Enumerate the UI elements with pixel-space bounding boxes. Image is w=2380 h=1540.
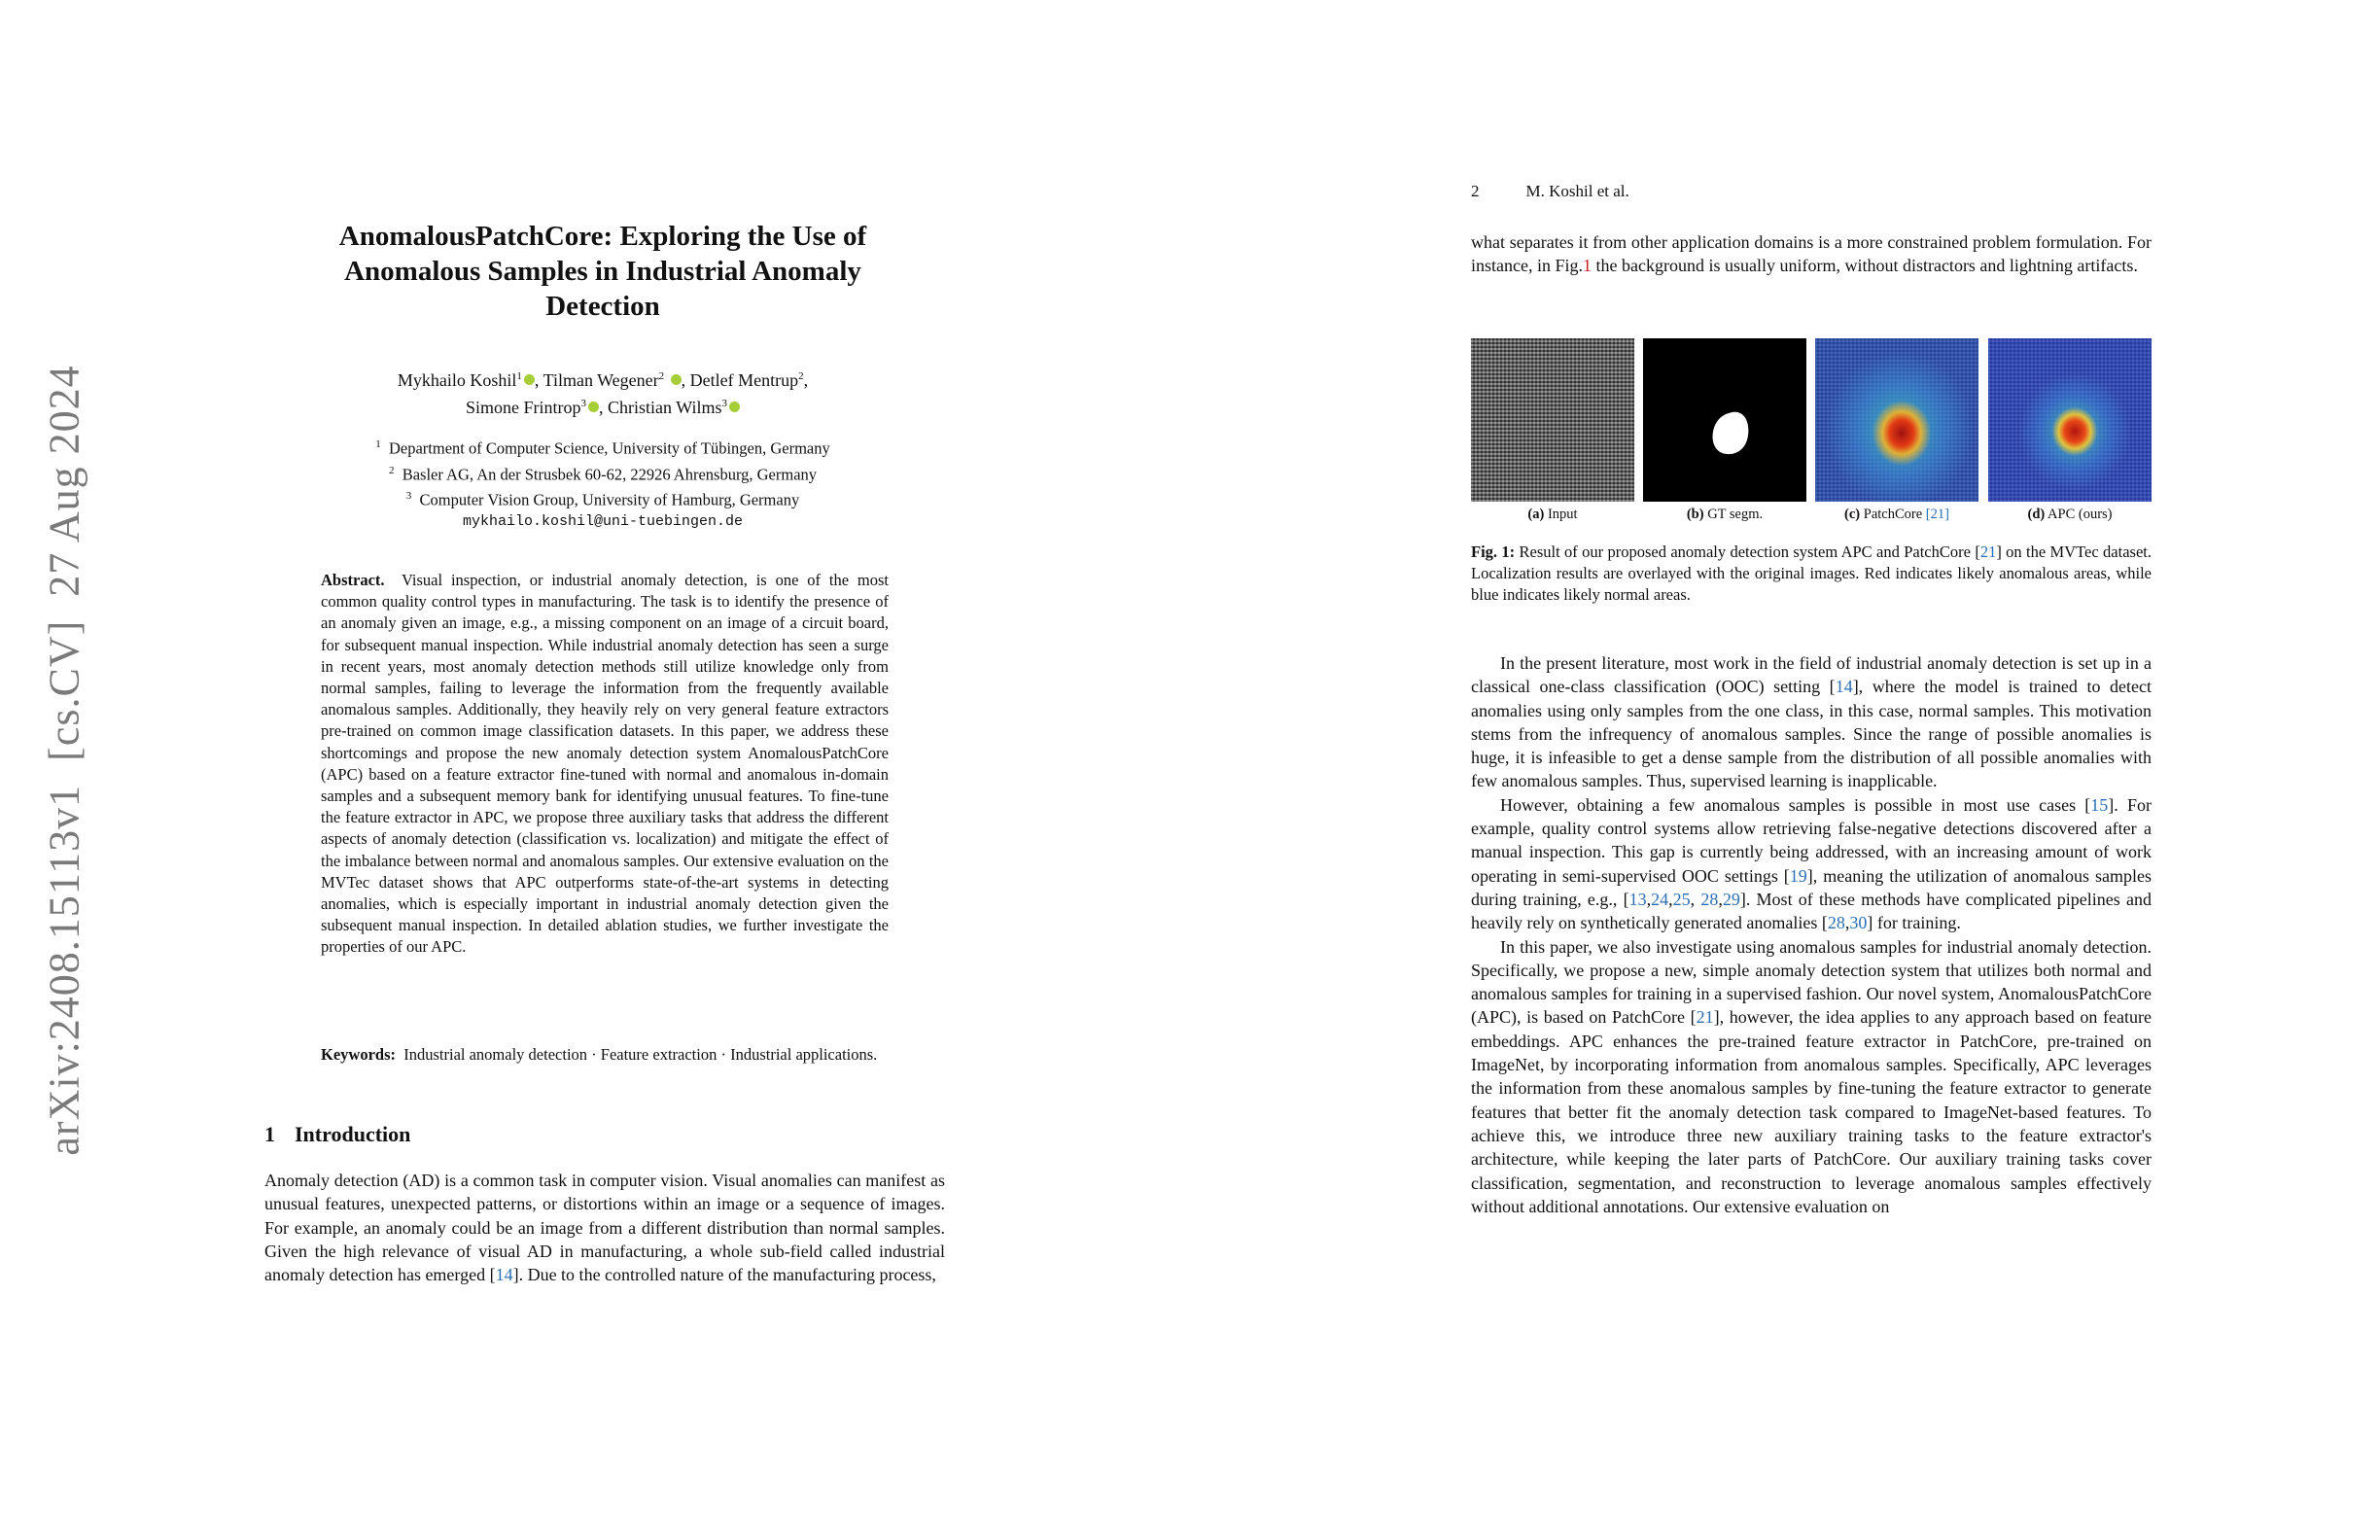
- paragraph-text: In the present literature, most work in the field of industrial anomaly detection is set up in a classical one-class classification (OOC) setting [: [1471, 653, 2152, 697]
- paragraph: However, obtaining a few anomalous samples is possible in most use cases [15]. For example, quality control systems allow retrieving false-negative detections discovered after a manual inspection. This gap is currently being addressed, with an increasing amount of work operating in semi-supervised OOC settings [19], meaning the utilization of anomalous samples during training, e.g., [13,24,25, 28,29]. Most of these methods have complicated pipelines and heavily rely on synthetically generated anomalies [28,30] for training.: [1471, 794, 2152, 933]
- paper-title: [292, 219, 914, 324]
- title-line: AnomalousPatchCore: Exploring the Use of: [338, 221, 867, 252]
- subfigure-caption: [1988, 507, 2152, 523]
- paragraph: [1471, 935, 2152, 1219]
- figure-ref-link[interactable]: 1: [1583, 256, 1592, 276]
- author-name: Christian Wilms: [608, 398, 722, 417]
- affiliation-text: Computer Vision Group, University of Hamburg, Germany: [419, 490, 800, 509]
- subfigure-text: PatchCore: [1863, 507, 1926, 522]
- author-line: [292, 365, 914, 392]
- affiliations: [292, 434, 914, 533]
- gt-mask-shape: [1643, 338, 1806, 502]
- paragraph-text: ]. For example, quality control systems allow retrieving false-negative detections discovered after a manual inspection. This gap is currently being addressed, with an increasing amount of work operating in semi-supervised OOC settings [: [1471, 794, 2152, 886]
- affiliation-text: Department of Computer Science, University of Tübingen, Germany: [388, 438, 830, 458]
- intro-paragraph: [264, 1169, 945, 1286]
- subfigure-caption: [1471, 507, 1634, 523]
- arxiv-category: [cs.CV]: [40, 619, 88, 761]
- orcid-icon[interactable]: [588, 402, 599, 412]
- citation-link[interactable]: 19: [1789, 865, 1807, 886]
- section-heading: [264, 1122, 410, 1147]
- author-sup: 2: [658, 370, 665, 382]
- citation-link[interactable]: 25: [1672, 889, 1691, 909]
- subfigure-caption: [1815, 507, 1978, 523]
- author-name: Tilman Wegener: [542, 370, 659, 390]
- caption-text: ] on the MVTec dataset. Localization results are overlayed with the original images. Red indicates likely anomalous areas, while blue indicates likely normal areas.: [1471, 542, 2152, 605]
- subfigure-text: Input: [1547, 507, 1578, 522]
- affiliation-text: Basler AG, An der Strusbek 60-62, 22926 Ahrensburg, Germany: [402, 465, 818, 483]
- keywords: [321, 1044, 889, 1066]
- orcid-icon[interactable]: [671, 374, 682, 385]
- paragraph-text: ]. Most of these methods have complicated pipelines and heavily rely on synthetically generated anomalies [: [1471, 889, 2152, 933]
- running-head-authors: M. Koshil et al.: [1525, 182, 1629, 200]
- caption-text: Result of our proposed anomaly detection system APC and PatchCore [: [1515, 542, 1980, 561]
- orcid-icon[interactable]: [729, 402, 740, 412]
- paragraph-text: ], however, the idea applies to any approach based on feature embeddings. APC enhances the pre-trained feature extractor in PatchCore, pre-trained on ImageNet, by incorporating information from anomalous samples. Specifically, APC leverages the information from these anomalous samples by fine-tuning the feature extractor to generate features that better fit the anomaly detection task compared to ImageNet-based features. To achieve this, we introduce three new auxiliary training tasks to the feature extractor's architecture, while keeping the later parts of PatchCore. Our auxiliary training tasks cover classification, segmentation, and reconstruction to leverage anomalous samples effectively without additional annotations. Our extensive evaluation on: [1471, 1007, 2152, 1216]
- keywords-text: Industrial anomaly detection · Feature extraction · Industrial applications.: [403, 1045, 878, 1064]
- affiliation-sup: 1: [375, 438, 381, 450]
- title-line: Detection: [545, 291, 660, 322]
- author-separator: ,: [534, 370, 543, 390]
- author-name: Mykhailo Koshil: [397, 370, 517, 390]
- figure-caption: [1471, 542, 2152, 607]
- author-sup: 1: [516, 370, 522, 382]
- caption-label: Fig. 1:: [1471, 542, 1516, 561]
- section-number: 1: [264, 1122, 275, 1146]
- paragraph-continued: [1471, 230, 2152, 278]
- citation-link[interactable]: 21: [1979, 542, 1997, 561]
- body-text: [1471, 651, 2152, 1218]
- paragraph-text: the background is usually uniform, without distractors and lightning artifacts.: [1592, 256, 2138, 276]
- paragraph-text: ], meaning the utilization of anomalous samples during training, e.g., [: [1471, 865, 2152, 909]
- intro-text: ]. Due to the controlled nature of the manufacturing process,: [512, 1265, 936, 1285]
- author-sup: 2: [798, 370, 804, 382]
- running-header: [1471, 182, 1629, 201]
- arxiv-id: arXiv:2408.15113v1: [40, 784, 88, 1156]
- citation-link[interactable]: 21: [1696, 1007, 1714, 1028]
- abstract-label: Abstract.: [321, 571, 385, 589]
- affiliation: [292, 434, 914, 460]
- citation-link[interactable]: 24: [1651, 889, 1669, 909]
- paragraph-text: ], where the model is trained to detect anomalies using only samples from the one class, in this case, normal samples. This motivation stems from the infrequency of anomalous samples. Since the range of possible anomalies is huge, it is infeasible to get a dense sample from the distribution of all possible anomalies with few anomalous samples. Thus, supervised learning is inapplicable.: [1471, 677, 2152, 791]
- citation-link[interactable]: 13: [1628, 889, 1647, 909]
- paragraph-text: ] for training.: [1867, 913, 1961, 933]
- author-sup: 3: [580, 398, 587, 409]
- author-sup: 3: [721, 398, 727, 409]
- paragraph-text: what separates it from other application domains is a more constrained problem formulation. For instance, in Fig.: [1471, 232, 2152, 276]
- citation-link[interactable]: 15: [2090, 794, 2109, 815]
- abstract-text: Visual inspection, or industrial anomaly detection, is one of the most common quality control types in manufacturing. The task is to identify the presence of an anomaly given an image, e.g., a missing component on an image of a circuit board, for subsequent manual inspection. While industrial anomaly detection has seen a surge in recent years, most anomaly detection methods still utilize knowledge only from normal samples, failing to leverage the information from the frequently available anomalous samples. Additionally, they heavily rely on very general feature extractors pre-trained on common image classification datasets. In this paper, we address these shortcomings and propose the new anomaly detection system AnomalousPatchCore (APC) based on a feature extractor fine-tuned with normal and anomalous in-domain samples and a subsequent memory bank for identifying unusual features. To fine-tune the feature extractor in APC, we propose three auxiliary tasks that address the different aspects of anomaly detection (classification vs. localization) and mitigate the effect of the imbalance between normal and anomalous samples. Our extensive evaluation on the MVTec dataset shows that APC outperforms state-of-the-art systems in detecting anomalies, which is especially important in industrial anomaly detection given the subsequent manual inspection. In detailed ablation studies, we further investigate the properties of our APC.: [321, 571, 890, 957]
- author-list: [292, 365, 914, 419]
- subfigure-caption: [1643, 507, 1806, 523]
- citation-link[interactable]: 30: [1849, 913, 1868, 933]
- citation-link[interactable]: 14: [1835, 677, 1853, 697]
- author-separator: ,: [599, 398, 609, 417]
- citation-link[interactable]: 14: [495, 1265, 513, 1285]
- affiliation: [292, 485, 914, 511]
- author-name: Detlef Mentrup: [689, 370, 799, 390]
- title-line: Anomalous Samples in Industrial Anomaly: [344, 256, 861, 287]
- figure-patchcore-heatmap: [1815, 338, 1978, 502]
- paragraph: [1471, 651, 2152, 793]
- figure-gt-segmentation-image: [1643, 338, 1806, 502]
- paragraph-text: However, obtaining a few anomalous samples is possible in most use cases [: [1500, 794, 2091, 815]
- keywords-label: Keywords:: [321, 1045, 396, 1064]
- page-number: 2: [1471, 182, 1480, 200]
- subfigure-text: GT segm.: [1707, 507, 1764, 522]
- paragraph-text: In this paper, we also investigate using anomalous samples for industrial anomaly detection. Specifically, we propose a new, simple anomaly detection system that utilizes both normal and anomalous samples for training in a supervised fashion. Our novel system, AnomalousPatchCore (APC), is based on PatchCore [: [1471, 936, 2152, 1028]
- figure-input-image: [1471, 338, 1634, 502]
- author-name: Simone Frintrop: [466, 398, 581, 417]
- author-email[interactable]: mykhailo.koshil@uni-tuebingen.de: [462, 512, 744, 530]
- arxiv-date: 27 Aug 2024: [40, 365, 88, 597]
- subfigure-label: (a): [1527, 507, 1545, 522]
- author-separator: ,: [803, 370, 809, 390]
- arxiv-stamp-text: [40, 365, 89, 1155]
- author-line: [292, 392, 914, 419]
- subfigure-label: (c): [1844, 507, 1861, 522]
- subfigure-label: (b): [1686, 507, 1704, 522]
- citation-link[interactable]: 29: [1722, 889, 1740, 909]
- citation-link[interactable]: [21]: [1925, 507, 1949, 522]
- abstract: [321, 570, 889, 959]
- affiliation-sup: 3: [405, 490, 412, 502]
- author-separator: ,: [681, 370, 690, 390]
- arxiv-stamp: [25, 365, 103, 1156]
- orcid-icon[interactable]: [524, 374, 535, 385]
- subfigure-label: (d): [2027, 507, 2046, 522]
- affiliation: [292, 460, 914, 486]
- figure-apc-heatmap: [1988, 338, 2152, 502]
- citation-link[interactable]: 28: [1700, 889, 1719, 909]
- affiliation-sup: 2: [388, 464, 395, 476]
- intro-text: Anomaly detection (AD) is a common task in computer vision. Visual anomalies can manifest as unusual features, unexpected patterns, or distortions within an image or a sequence of images. For example, an anomaly could be an image from a different distribution than normal samples. Given the high relevance of visual AD in manufacturing, a whole sub-field called industrial anomaly detection has emerged [: [264, 1171, 945, 1285]
- citation-link[interactable]: 28: [1827, 913, 1845, 933]
- subfigure-text: APC (ours): [2048, 507, 2113, 522]
- section-title: Introduction: [295, 1122, 411, 1146]
